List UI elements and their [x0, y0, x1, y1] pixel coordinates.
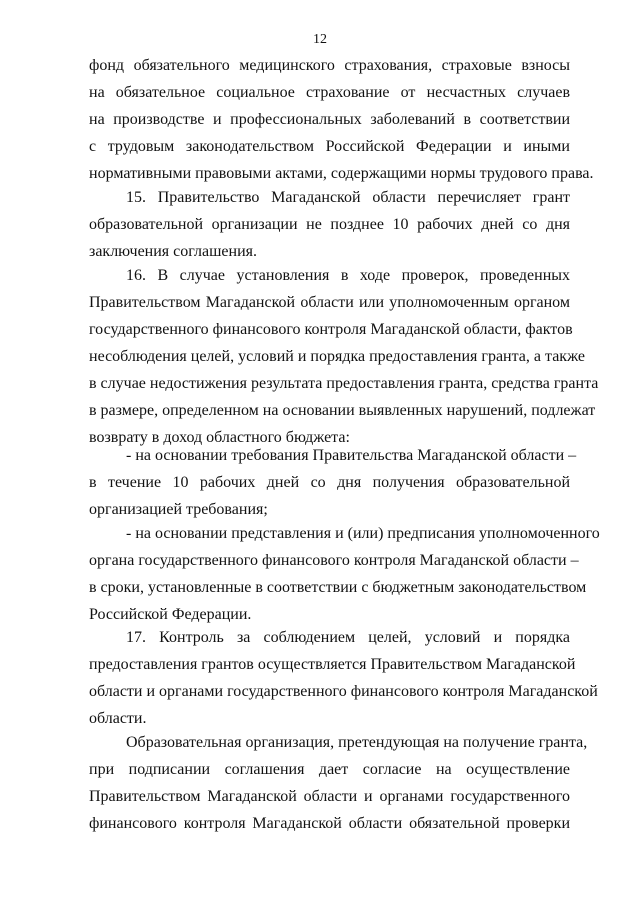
text-line: образовательной организации не позднее 10 рабочих дней со дня	[89, 216, 570, 233]
text-line: 16. В случае установления в ходе проверок, проведенных	[126, 267, 570, 284]
paragraph-15	[89, 184, 570, 265]
text-line: области.	[89, 710, 147, 727]
text-line: в сроки, установленные в соответствии с бюджетным законодательством	[89, 579, 587, 596]
text-line: Российской Федерации.	[89, 606, 252, 623]
text-line: нормативными правовыми актами, содержащими нормы трудового права.	[89, 165, 594, 182]
text-line: предоставления грантов осуществляется Правительством Магаданской	[89, 656, 576, 673]
text-line: в размере, определенном на основании выявленных нарушений, подлежат	[89, 402, 596, 419]
paragraph-consent	[89, 729, 588, 837]
text-line: на обязательное социальное страхование от несчастных случаев	[89, 84, 570, 101]
paragraph-17	[89, 624, 598, 732]
text-line: 15. Правительство Магаданской области перечисляет грант	[126, 189, 570, 206]
text-line: возврату в доход областного бюджета:	[89, 429, 350, 446]
text-line: в случае недостижения результата предоставления гранта, средства гранта	[89, 375, 599, 392]
bullet-requirement	[89, 442, 577, 523]
text-line: - на основании требования Правительства Магаданской области –	[126, 447, 577, 464]
text-line: в течение 10 рабочих дней со дня получения образовательной	[89, 474, 570, 491]
text-line: заключения соглашения.	[89, 243, 257, 260]
text-line: Правительством Магаданской области и органами государственного	[89, 788, 570, 805]
text-line: фонд обязательного медицинского страхования, страховые взносы	[89, 57, 570, 74]
text-line: с трудовым законодательством Российской Федерации и иными	[89, 138, 570, 155]
text-line: Правительством Магаданской области или уполномоченным органом	[89, 294, 570, 311]
page-number: 12	[313, 32, 327, 47]
text-line: 17. Контроль за соблюдением целей, условий и порядка	[126, 629, 570, 646]
text-line: органа государственного финансового контроля Магаданской области –	[89, 552, 579, 569]
text-line: финансового контроля Магаданской области обязательной проверки	[89, 815, 570, 832]
text-line: несоблюдения целей, условий и порядка предоставления гранта, а также	[89, 348, 586, 365]
text-line: Образовательная организация, претендующая на получение гранта,	[126, 734, 588, 751]
text-line: области и органами государственного финансового контроля Магаданской	[89, 683, 598, 700]
text-line: - на основании представления и (или) предписания уполномоченного	[126, 525, 600, 542]
bullet-representation	[89, 520, 600, 628]
text-line: государственного финансового контроля Магаданской области, фактов	[89, 321, 573, 338]
paragraph-16	[89, 262, 599, 451]
paragraph-continuation	[89, 52, 594, 187]
text-line: организацией требования;	[89, 501, 268, 518]
text-line: на производстве и профессиональных заболеваний в соответствии	[89, 111, 570, 128]
text-line: при подписании соглашения дает согласие на осуществление	[89, 761, 570, 778]
